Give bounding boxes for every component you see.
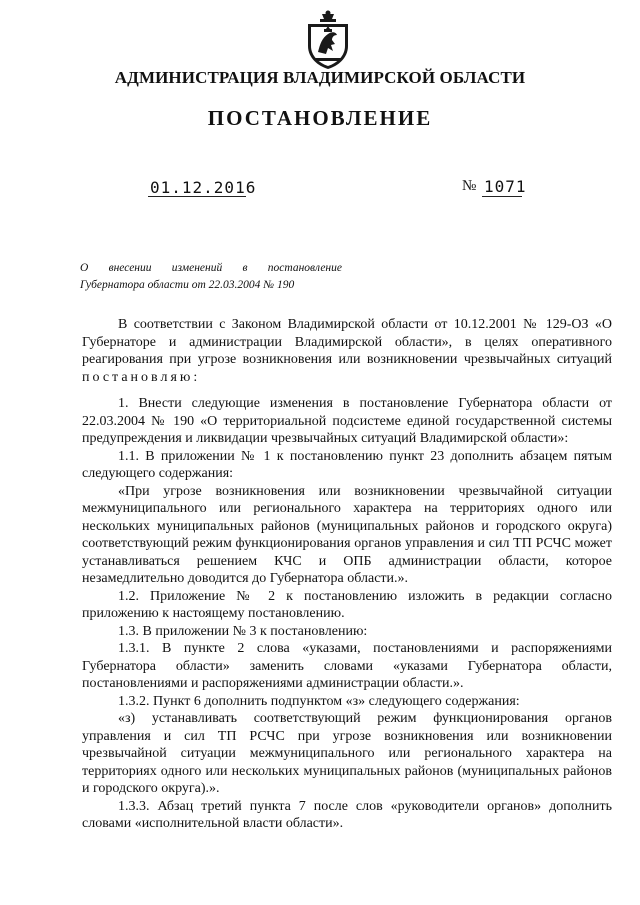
- subject-line-1: [80, 260, 342, 277]
- paragraph-1-1: 1.1. В приложении № 1 к постановлению пункт 23 дополнить абзацем пятым следующего содержания:: [82, 448, 612, 481]
- paragraph-1-2: 1.2. Приложение № 2 к постановлению изложить в редакции согласно приложению к настоящему постановлению.: [82, 588, 612, 621]
- paragraph-1-3: 1.3. В приложении № 3 к постановлению:: [118, 623, 368, 639]
- paragraph-1-3-2-quote: «з) устанавливать соответствующий режим функционирования органов управления и сил ТП РСЧС при угрозе возникновения или возникновении чрезвычайной ситуации межмуниципального или регионального характера на территориях одного или нескольких муниципальных районов (муниципальных районов и городского округа).».: [82, 711, 612, 796]
- subject-word: постановление: [267, 262, 342, 274]
- paragraph-1-3-2: 1.3.2. Пункт 6 дополнить подпунктом «з» следующего содержания:: [118, 693, 520, 709]
- document-subject: [80, 260, 342, 294]
- organization-title: АДМИНИСТРАЦИЯ ВЛАДИМИРСКОЙ ОБЛАСТИ: [114, 68, 526, 87]
- document-body: [82, 316, 612, 833]
- number-label: №: [462, 178, 477, 194]
- paragraph-1-3-3: 1.3.3. Абзац третий пункта 7 после слов «руководители органов» дополнить словами «исполнительной власти области».: [82, 798, 612, 831]
- preamble-text: В соответствии с Законом Владимирской области от 10.12.2001 № 129-ОЗ «О Губернаторе и администрации Владимирской области», в целях оперативного реагирования при угрозе возникновения или возникновении чрезвычайных ситуаций: [82, 317, 612, 367]
- document-type-title: ПОСТАНОВЛЕНИЕ: [207, 106, 433, 130]
- subject-word: изменений: [171, 262, 223, 274]
- preamble-paragraph: [82, 316, 612, 386]
- paragraph-1-1-quote: «При угрозе возникновения или возникновении чрезвычайной ситуации межмуниципального или регионального характера на территориях одного или нескольких муниципальных районов (муниципальных районов и городского округа) соответствующий режим функционирования органов управления и сил ТП РСЧС может устанавливаться решением КЧС и ОПБ администрации области, которое незамедлительно доводится до Губернатора области.».: [82, 483, 612, 586]
- subject-word: внесении: [108, 262, 152, 274]
- date-underline: [148, 196, 246, 197]
- document-number: 1071: [484, 177, 527, 196]
- subject-line-2: Губернатора области от 22.03.2004 № 190: [80, 279, 295, 291]
- number-underline: [482, 196, 522, 197]
- paragraph-1-3-1: 1.3.1. В пункте 2 слова «указами, постановлениями и распоряжениями Губернатора области» заменить словами «указами Губернатора области, постановлениями и распоряжениями администрации области.».: [82, 641, 612, 691]
- coat-of-arms-icon: [302, 10, 354, 70]
- subject-word: в: [242, 262, 248, 274]
- paragraph-1: 1. Внести следующие изменения в постановление Губернатора области от 22.03.2004 № 190 «О территориальной подсистеме единой государственной системы предупреждения и ликвидации чрезвычайных ситуаций Владимирской области»:: [82, 396, 612, 446]
- decree-word: постановляю:: [82, 369, 201, 385]
- document-date: 01.12.2016: [150, 178, 257, 197]
- subject-word: О: [80, 262, 89, 274]
